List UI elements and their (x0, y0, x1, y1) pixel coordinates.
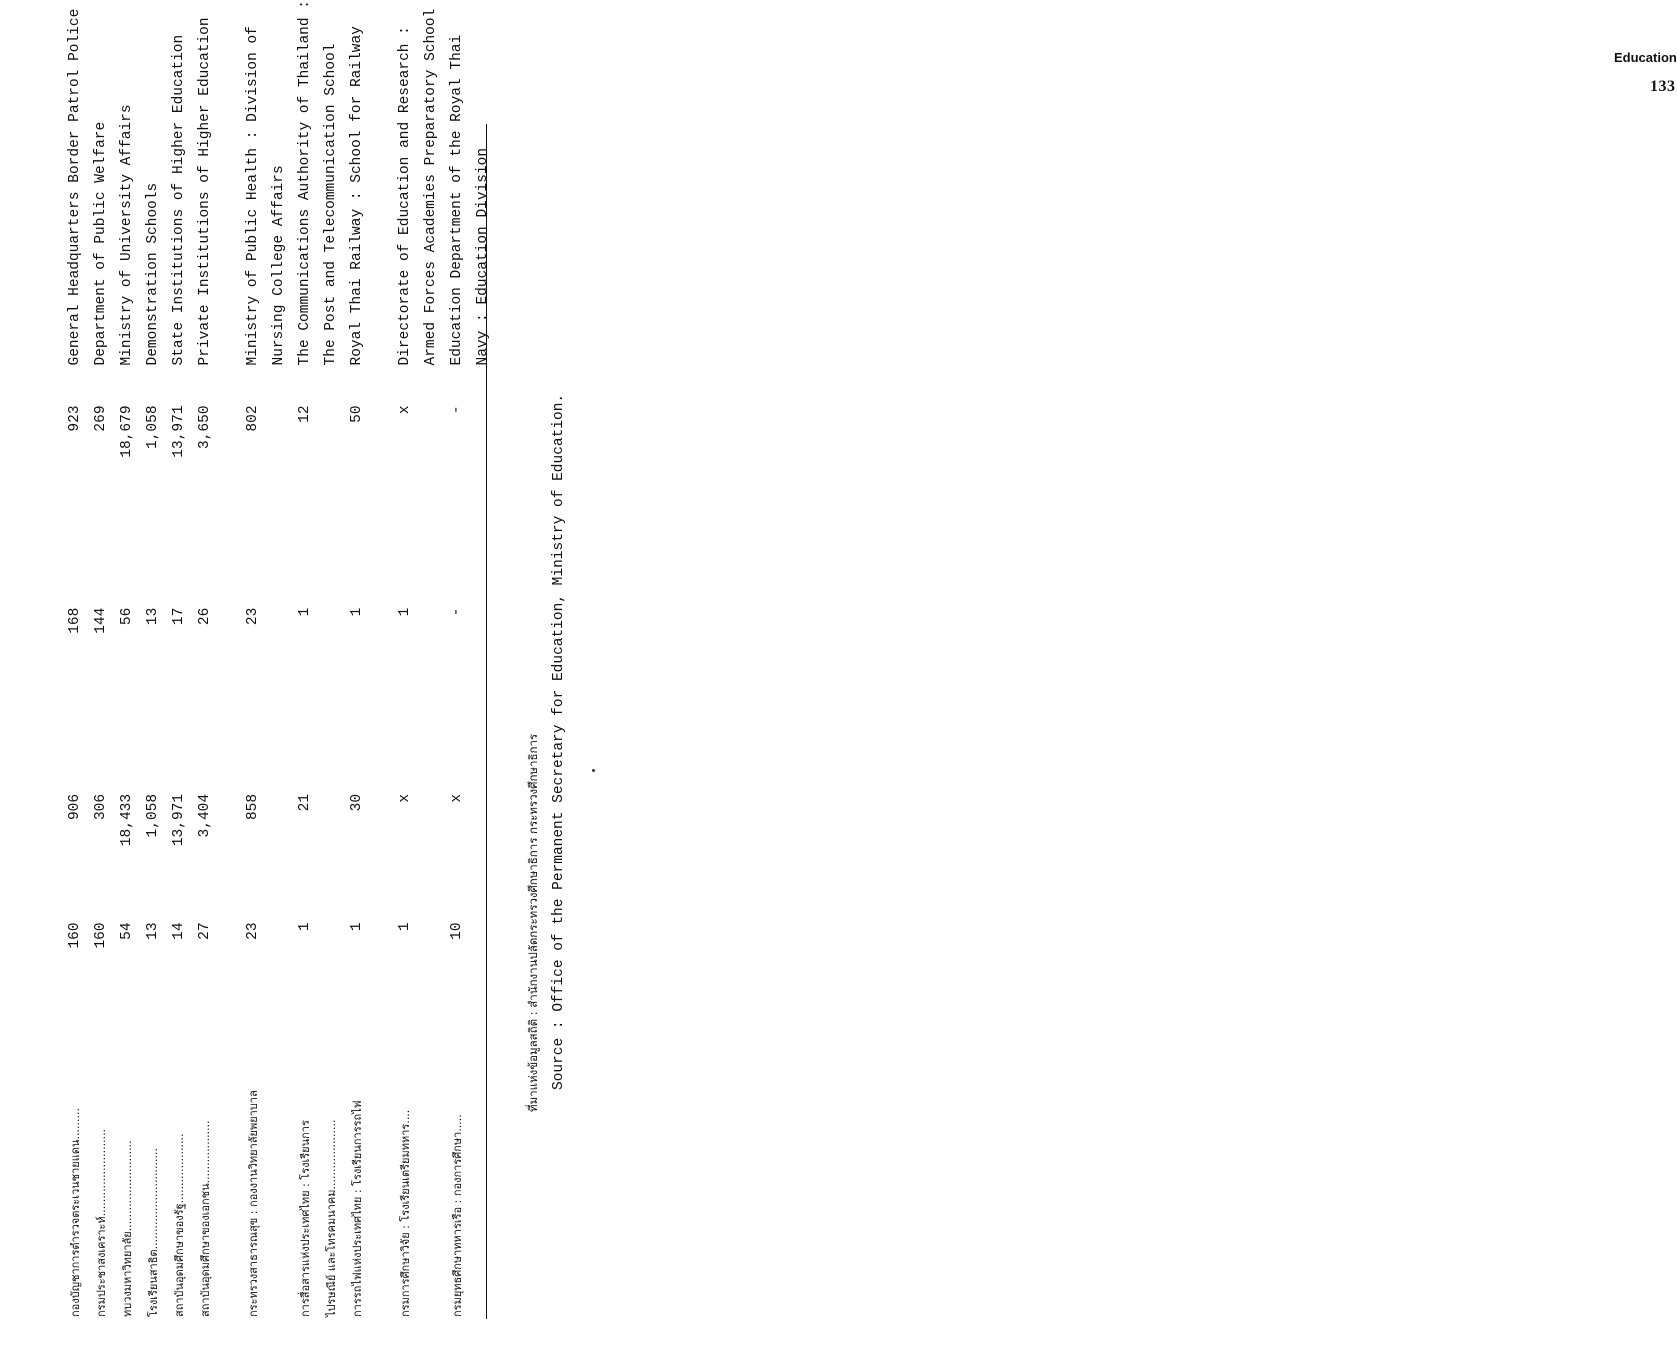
value-col-1: 23 (245, 922, 261, 940)
source-english: Source : Office of the Permanent Secretary for Education, Ministry of Education. (551, 393, 567, 1090)
empty-cell (418, 794, 444, 922)
table-row-continuation (418, 0, 444, 1317)
value-col-1: 1 (397, 922, 413, 932)
value-col-3: 168 (67, 607, 83, 634)
value-col-2: x (449, 793, 465, 803)
english-entity-name-cont: Nursing College Affairs (271, 165, 287, 366)
value-col-2: 30 (349, 793, 365, 812)
thai-entity-name: สถาบันอุดมศึกษาของเอกชน.................. (199, 1120, 212, 1317)
english-entity-name-cont: The Post and Telecommunication School (323, 43, 339, 366)
english-entity-name: Education Department of the Royal Thai (449, 34, 465, 366)
value-col-3: - (449, 607, 465, 617)
value-col-2: 906 (67, 793, 83, 821)
value-col-2: x (397, 793, 413, 803)
thai-entity-name: การสื่อสารแห่งประเทศไทย : โรงเรียนการ (299, 1120, 312, 1317)
table-row-continuation (470, 0, 496, 1317)
value-col-4: 1,058 (145, 405, 161, 449)
value-col-1: 10 (449, 922, 465, 940)
empty-cell (318, 608, 344, 794)
thai-entity-name: กรมยุทธศึกษาทหารเรือ : กองการศึกษา..... (451, 1114, 464, 1317)
table-row-continuation (318, 0, 344, 1317)
table-row (166, 0, 192, 1317)
value-col-4: 923 (67, 405, 83, 432)
english-entity-name: Department of Public Welfare (93, 121, 109, 366)
empty-cell (418, 608, 444, 794)
english-entity-name: Demonstration Schools (145, 182, 161, 366)
value-col-4: - (449, 405, 465, 415)
empty-cell (318, 922, 344, 1090)
value-col-3: 26 (197, 607, 213, 626)
value-col-3: 1 (297, 607, 313, 617)
value-col-4: 18,679 (119, 405, 135, 458)
row-gap (370, 0, 392, 1317)
value-col-1: 13 (145, 922, 161, 940)
value-col-2: 13,971 (171, 793, 187, 847)
value-col-2: 3,404 (197, 793, 213, 838)
english-entity-name: State Institutions of Higher Education (171, 34, 187, 366)
value-col-3: 56 (119, 607, 135, 626)
thai-entity-name-cont (266, 1090, 292, 1317)
table-row (444, 0, 470, 1317)
empty-cell (266, 922, 292, 1090)
thai-entity-name-cont (418, 1090, 444, 1317)
value-col-1: 54 (119, 922, 135, 940)
english-entity-name: Private Institutions of Higher Education (197, 17, 213, 366)
value-col-4: 3,650 (197, 405, 213, 449)
row-gap (218, 0, 240, 1317)
value-col-3: 17 (171, 607, 187, 626)
table-row (392, 0, 418, 1317)
english-entity-name: Directorate of Education and Research : (397, 26, 413, 366)
value-col-3: 1 (397, 607, 413, 617)
table-row-continuation (266, 0, 292, 1317)
table-row (88, 0, 114, 1317)
value-col-3: 1 (349, 607, 365, 617)
value-col-4: 802 (245, 405, 261, 432)
source-thai: ที่มาแห่งข้อมูลสถิติ : สำนักงานปลัดกระทรวงศึกษาธิการ กระทรวงศึกษาธิการ (526, 733, 540, 1112)
value-col-4: x (397, 405, 413, 415)
english-entity-name: General Headquarters Border Patrol Police (67, 8, 83, 366)
table-row (114, 0, 140, 1317)
thai-entity-name: กองบัญชาการตำรวจตระเวนชายแดน......... (69, 1108, 82, 1317)
english-entity-name: Ministry of Public Health : Division of (245, 26, 261, 366)
thai-entity-name: ทบวงมหาวิทยาลัย.......................... (121, 1140, 134, 1317)
value-col-2: 21 (297, 793, 313, 812)
thai-entity-name: การรถไฟแห่งประเทศไทย : โรงเรียนการรถไฟ (351, 1100, 364, 1317)
value-col-4: 13,971 (171, 405, 187, 458)
statistics-table (62, 0, 496, 1317)
english-entity-name-cont: Navy : Education Division (475, 147, 491, 366)
empty-cell (418, 405, 444, 607)
table-row (192, 0, 218, 1317)
thai-entity-name: กรมการศึกษาวิจัย : โรงเรียนเตรียมทหาร.... (399, 1109, 412, 1317)
table-row (344, 0, 370, 1317)
value-col-1: 1 (297, 922, 313, 932)
value-col-4: 50 (349, 405, 365, 423)
value-col-3: 13 (145, 607, 161, 626)
table-row (240, 0, 266, 1317)
thai-entity-name: สถาบันอุดมศึกษาของรัฐ.................... (173, 1133, 186, 1317)
empty-cell (266, 405, 292, 607)
value-col-1: 14 (171, 922, 187, 940)
english-entity-name-cont: Armed Forces Academies Preparatory School (423, 8, 439, 366)
value-col-1: 160 (67, 922, 83, 949)
section-title: Education (1614, 50, 1677, 65)
english-entity-name: The Communications Authority of Thailand : (297, 0, 313, 366)
value-col-3: 23 (245, 607, 261, 626)
table-rule (486, 124, 487, 1319)
empty-cell (318, 405, 344, 607)
table-row (292, 0, 318, 1317)
value-col-2: 306 (93, 793, 109, 821)
value-col-2: 858 (245, 793, 261, 821)
thai-entity-name: กระทรวงสาธารณสุข : กองงานวิทยาลัยพยาบาล (247, 1090, 260, 1317)
english-entity-name: Ministry of University Affairs (119, 104, 135, 366)
value-col-3: 144 (93, 607, 109, 634)
source-note (520, 394, 572, 1112)
thai-entity-name-cont: ไปรษณีย์ และโทรคมนาคม.................... (325, 1119, 338, 1317)
value-col-2: 1,058 (145, 793, 161, 838)
value-col-4: 269 (93, 405, 109, 432)
page-number: 133 (1650, 78, 1676, 95)
empty-cell (418, 922, 444, 1090)
value-col-4: 12 (297, 405, 313, 423)
table-row (140, 0, 166, 1317)
thai-entity-name-cont (470, 1090, 496, 1317)
value-col-1: 27 (197, 922, 213, 940)
thai-entity-name: โรงเรียนสาธิต............................. (147, 1148, 160, 1317)
thai-entity-name: กรมประชาสงเคราะห์......................... (95, 1128, 108, 1317)
empty-cell (470, 794, 496, 922)
table-body (62, 0, 496, 1317)
english-entity-name: Royal Thai Railway : School for Railway (349, 26, 365, 366)
empty-cell (266, 608, 292, 794)
stray-dot (592, 769, 595, 772)
empty-cell (470, 405, 496, 607)
empty-cell (470, 608, 496, 794)
empty-cell (318, 794, 344, 922)
table-row (62, 0, 88, 1317)
value-col-1: 1 (349, 922, 365, 932)
value-col-1: 160 (93, 922, 109, 949)
value-col-2: 18,433 (119, 793, 135, 847)
empty-cell (470, 922, 496, 1090)
empty-cell (266, 794, 292, 922)
